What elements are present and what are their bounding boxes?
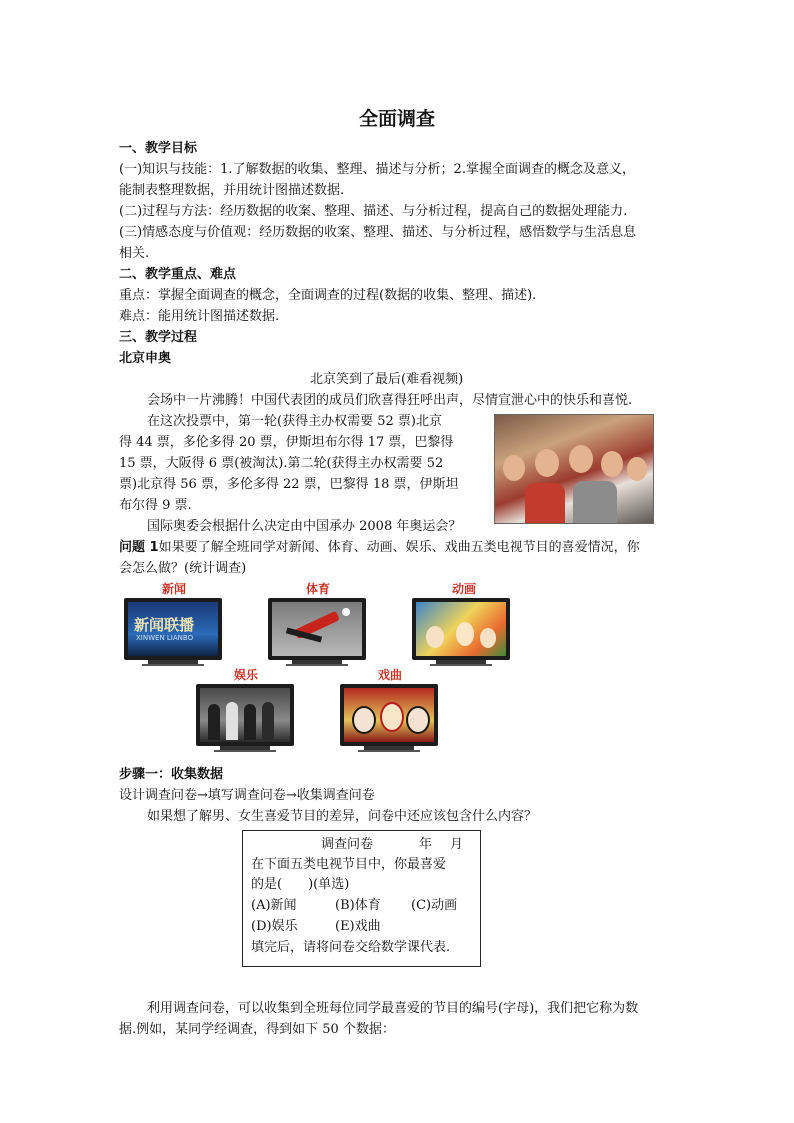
question-1-label: 问题 1 [119, 540, 159, 555]
tv-cartoon [412, 582, 510, 666]
difficult-point: 难点：能用统计图描述数据. [119, 309, 280, 324]
tv-entertainment-label: 娱乐 [234, 668, 259, 682]
survey-option-a: (A)新闻 [251, 898, 297, 913]
tv-opera-label: 戏曲 [378, 668, 403, 682]
survey-year-label: 年 [419, 837, 433, 852]
tv-news-screen [128, 602, 218, 656]
celebration-photo [494, 414, 654, 524]
key-point: 重点：掌握全面调查的概念，全面调查的过程(数据的收集、整理、描述). [119, 288, 537, 303]
section-heading-key-points: 二、教学重点、难点 [119, 267, 237, 282]
survey-questionnaire [242, 830, 481, 967]
news-program-subtitle: XINWEN LIANBO [136, 634, 194, 642]
survey-question: 在下面五类电视节目中，你最喜爱 [251, 857, 447, 872]
news-program-title: 新闻联播 [134, 616, 195, 634]
question-1-text-cont: 会怎么做？(统计调查) [119, 561, 247, 576]
tv-sports-screen [272, 602, 362, 656]
tv-sports [268, 582, 366, 666]
data-paragraph: 利用调查问卷，可以收集到全班每位同学最喜爱的节目的编号(字母)，我们把它称为数 [147, 1001, 639, 1016]
question-olympics: 国际奥委会根据什么决定由中国承办 2008 年奥运会？ [147, 519, 462, 534]
section-heading-process: 三、教学过程 [119, 330, 198, 345]
objective-attitude: (三)情感态度与价值观：经历数据的收案、整理、描述、与分析过程，感悟数学与生活息息 [119, 225, 637, 240]
tv-entertainment-screen [200, 688, 290, 742]
vote-text-5: 布尔得 9 票. [119, 498, 192, 513]
page-title: 全面调查 [358, 108, 435, 130]
survey-note: 填完后，请将问卷交给数学课代表. [251, 940, 451, 955]
survey-option-c: (C)动画 [411, 898, 458, 913]
question-1-text [119, 537, 679, 558]
vote-text-3: 15 票，大阪得 6 票(被淘汰).第二轮(获得主办权需要 52 [119, 456, 444, 471]
vote-text-1: 在这次投票中，第一轮(获得主办权需要 52 票)北京 [147, 414, 442, 429]
step-1-heading: 步骤一：收集数据 [119, 767, 224, 782]
step-1-flow: 设计调查问卷→填写调查问卷→收集调查问卷 [119, 788, 375, 803]
tv-cartoon-screen [416, 602, 506, 656]
objective-knowledge: (一)知识与技能：1.了解数据的收集、整理、描述与分析；2.掌握全面调查的概念及意义， [119, 162, 635, 177]
objective-attitude-cont: 相关. [119, 246, 150, 261]
tv-sports-label: 体育 [306, 582, 331, 596]
survey-option-e: (E)戏曲 [335, 919, 381, 934]
section-heading-objectives: 一、教学目标 [119, 141, 198, 156]
tv-news [124, 582, 222, 666]
tv-cartoon-label: 动画 [452, 582, 477, 596]
step-1-question: 如果想了解男、女生喜爱节目的差异，问卷中还应该包含什么内容？ [147, 809, 538, 824]
tv-entertainment [196, 668, 294, 752]
video-caption: 北京笑到了最后(难看视频) [310, 372, 464, 387]
objective-knowledge-cont: 能制表整理数据，并用统计图描述数据. [119, 183, 345, 198]
vote-text-4: 票)北京得 56 票，多伦多得 22 票，巴黎得 18 票，伊斯坦 [119, 477, 459, 492]
subheading-beijing-bid: 北京申奥 [119, 351, 172, 366]
survey-option-d: (D)娱乐 [251, 919, 298, 934]
survey-option-b: (B)体育 [335, 898, 381, 913]
survey-title: 调查问卷 [321, 837, 374, 852]
survey-month-label: 月 [450, 837, 464, 852]
vote-text-2: 得 44 票，多伦多得 20 票，伊斯坦布尔得 17 票，巴黎得 [119, 435, 454, 450]
question-1-body: 如果要了解全班同学对新闻、体育、动画、娱乐、戏曲五类电视节目的喜爱情况，你 [158, 540, 640, 555]
tv-opera [340, 668, 438, 752]
tv-news-label: 新闻 [162, 582, 187, 596]
paragraph-celebration: 会场中一片沸腾！中国代表团的成员们欣喜得狂呼出声，尽情宣泄心中的快乐和喜悦. [147, 393, 633, 408]
tv-opera-screen [344, 688, 434, 742]
objective-process: (二)过程与方法：经历数据的收案、整理、描述、与分析过程，提高自己的数据处理能力. [119, 204, 628, 219]
data-paragraph-cont: 据.例如，某同学经调查，得到如下 50 个数据： [119, 1022, 395, 1037]
survey-question-cont: 的是( )(单选) [251, 877, 350, 892]
